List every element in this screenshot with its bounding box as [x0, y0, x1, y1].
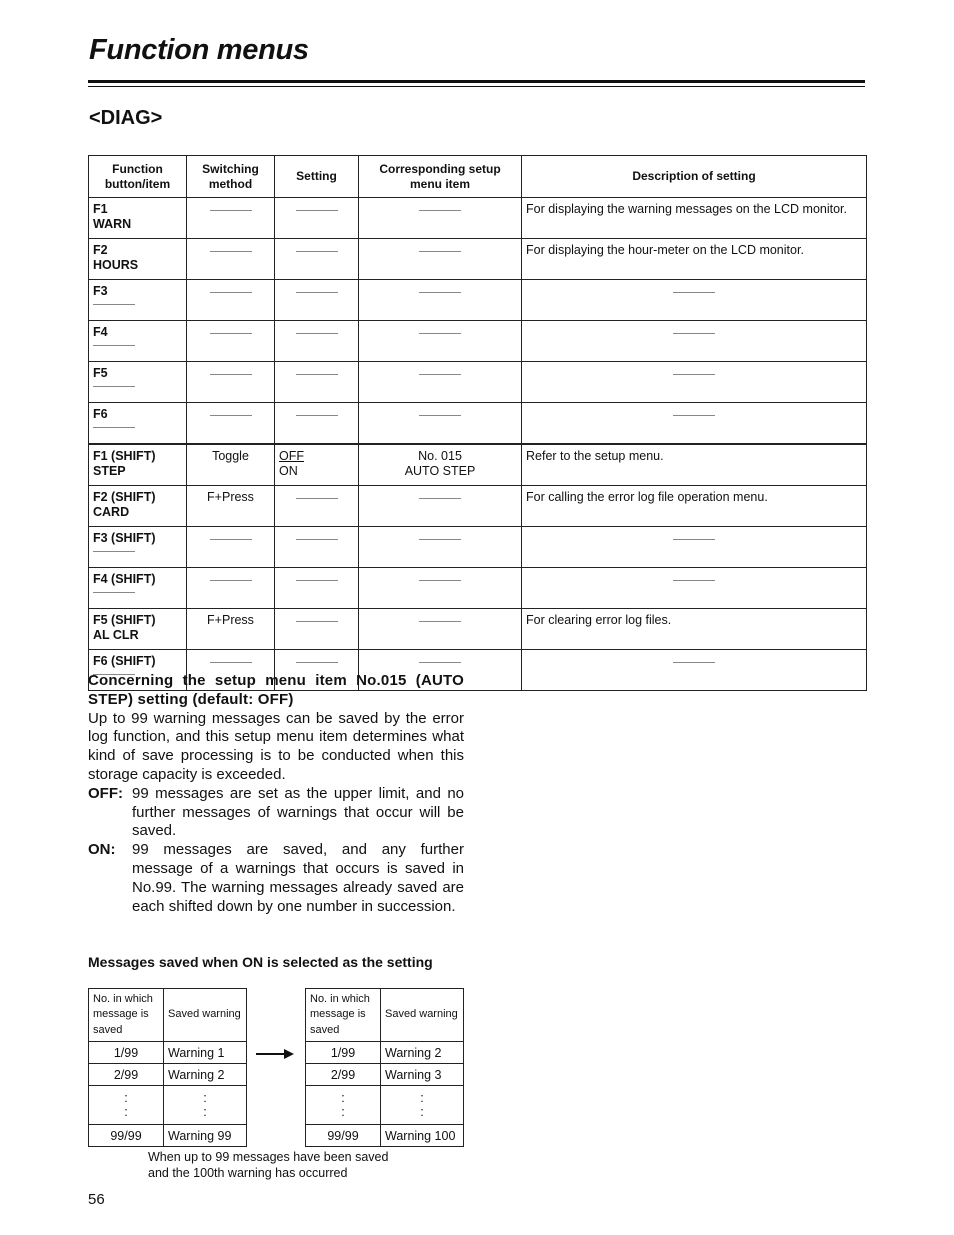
title-rule-thin: [88, 86, 865, 87]
function-item-cell: [89, 486, 187, 527]
dash-placeholder: [93, 551, 135, 552]
dash-placeholder: [419, 662, 461, 663]
setting-cell: [275, 527, 359, 568]
description-cell: For displaying the warning messages on the LCD monitor.: [522, 198, 867, 239]
mini-cell-no: 2/99: [89, 1064, 164, 1086]
table-row: [89, 609, 867, 650]
setup-item-value: AUTO STEP: [404, 464, 476, 478]
dash-placeholder: [419, 539, 461, 540]
messages-subheading: Messages saved when ON is selected as the setting: [88, 954, 433, 970]
function-name: [93, 340, 182, 355]
mini-ellipsis: : :: [164, 1086, 247, 1125]
dash-placeholder: [93, 427, 135, 428]
on-label: ON:: [88, 841, 116, 859]
function-key: F1: [93, 202, 108, 216]
setup-item-cell: [359, 609, 522, 650]
dash-placeholder: [210, 333, 252, 334]
dash-placeholder: [210, 374, 252, 375]
setup-item-cell: [359, 444, 522, 486]
function-item-cell: [89, 609, 187, 650]
mini-cell-warning: Warning 2: [164, 1064, 247, 1086]
dash-placeholder: [419, 251, 461, 252]
dash-placeholder: [673, 333, 715, 334]
setting-value: ON: [279, 464, 298, 478]
description-cell: Refer to the setup menu.: [522, 444, 867, 486]
description-cell: [522, 280, 867, 321]
page-title: Function menus: [89, 34, 309, 66]
auto-step-intro: Up to 99 warning messages can be saved by the error log function, and this setup menu item determines what kind of save processing is to be conducted when this storage capacity is exceeded.: [88, 709, 464, 783]
dash-placeholder: [296, 415, 338, 416]
mini-cell-warning: Warning 1: [164, 1042, 247, 1064]
switching-cell: [187, 527, 275, 568]
function-item-cell: [89, 321, 187, 362]
function-name: [93, 299, 182, 314]
on-text: 99 messages are saved, and any further message of a warnings that occurs is saved in No.99. The warning messages already saved are each shifted down by one number in succession.: [132, 841, 464, 915]
function-item-cell: [89, 239, 187, 280]
dash-placeholder: [296, 333, 338, 334]
function-item-cell: [89, 444, 187, 486]
mini-ellipsis: : :: [306, 1086, 381, 1125]
dash-placeholder: [210, 292, 252, 293]
function-name: [93, 587, 182, 602]
header-setup-item: Corresponding setup menu item: [359, 156, 522, 198]
dash-placeholder: [673, 580, 715, 581]
mini-table-before: [88, 988, 247, 1147]
function-item-cell: [89, 527, 187, 568]
setting-cell: [275, 198, 359, 239]
off-text: 99 messages are set as the upper limit, and no further messages of warnings that occur will be saved.: [132, 784, 464, 840]
dash-placeholder: [210, 539, 252, 540]
setup-item-cell: [359, 239, 522, 280]
function-name: WARN: [93, 217, 132, 231]
setting-cell: [275, 486, 359, 527]
mini-header-no: No. in which message is saved: [306, 989, 381, 1042]
title-rule: [88, 80, 865, 83]
function-item-cell: [89, 568, 187, 609]
table-row: [89, 527, 867, 568]
dash-placeholder: [419, 210, 461, 211]
mini-cell-warning: Warning 99: [164, 1125, 247, 1147]
dash-placeholder: [296, 210, 338, 211]
switching-cell: [187, 362, 275, 403]
description-cell: [522, 321, 867, 362]
description-cell: [522, 568, 867, 609]
mini-cell-no: 1/99: [89, 1042, 164, 1064]
dash-placeholder: [296, 621, 338, 622]
function-item-cell: [89, 198, 187, 239]
table-row: [89, 444, 867, 486]
on-definition: [88, 841, 464, 916]
function-item-cell: [89, 403, 187, 445]
function-key: F5: [93, 366, 108, 380]
table-row: [89, 362, 867, 403]
setting-cell: [275, 280, 359, 321]
function-name: [93, 422, 182, 437]
note-line: and the 100th warning has occurred: [148, 1165, 348, 1180]
description-cell: [522, 527, 867, 568]
dash-placeholder: [296, 580, 338, 581]
mini-cell-no: 99/99: [89, 1125, 164, 1147]
function-key: F5 (SHIFT): [93, 613, 156, 627]
switching-cell: F+Press: [187, 609, 275, 650]
description-cell: [522, 403, 867, 445]
dash-placeholder: [419, 374, 461, 375]
dash-placeholder: [93, 386, 135, 387]
description-cell: [522, 650, 867, 691]
table-row: [89, 280, 867, 321]
setting-cell: [275, 239, 359, 280]
function-key: F1 (SHIFT): [93, 449, 156, 463]
mini-cell-no: 2/99: [306, 1064, 381, 1086]
mini-ellipsis: : :: [381, 1086, 464, 1125]
setting-value: OFF: [279, 449, 304, 463]
switching-cell: Toggle: [187, 444, 275, 486]
header-description: Description of setting: [522, 156, 867, 198]
auto-step-heading: Concerning the setup menu item No.015 (AUTO STEP) setting (default: OFF): [88, 672, 464, 708]
mini-ellipsis: : :: [89, 1086, 164, 1125]
setting-cell: [275, 403, 359, 445]
description-cell: For displaying the hour-meter on the LCD monitor.: [522, 239, 867, 280]
function-key: F4 (SHIFT): [93, 572, 156, 586]
arrow-right-icon: [256, 1053, 292, 1055]
off-label: OFF:: [88, 784, 123, 802]
dash-placeholder: [419, 498, 461, 499]
switching-cell: [187, 239, 275, 280]
mini-header-saved: Saved warning: [381, 989, 464, 1042]
dash-placeholder: [210, 662, 252, 663]
table-row: [89, 239, 867, 280]
switching-cell: [187, 403, 275, 445]
function-key: F2 (SHIFT): [93, 490, 156, 504]
dash-placeholder: [296, 498, 338, 499]
dash-placeholder: [419, 333, 461, 334]
dash-placeholder: [210, 580, 252, 581]
dash-placeholder: [296, 662, 338, 663]
function-key: F3: [93, 284, 108, 298]
description-cell: [522, 362, 867, 403]
dash-placeholder: [673, 292, 715, 293]
note-line: When up to 99 messages have been saved: [148, 1150, 389, 1164]
dash-placeholder: [296, 539, 338, 540]
setup-item-cell: [359, 403, 522, 445]
setting-cell: [275, 609, 359, 650]
description-cell: For calling the error log file operation menu.: [522, 486, 867, 527]
dash-placeholder: [673, 539, 715, 540]
function-name: [93, 546, 182, 561]
table-row: [89, 486, 867, 527]
table-row: [89, 321, 867, 362]
dash-placeholder: [93, 304, 135, 305]
setup-item-cell: [359, 362, 522, 403]
header-setting: Setting: [275, 156, 359, 198]
dash-placeholder: [296, 374, 338, 375]
switching-cell: [187, 198, 275, 239]
dash-placeholder: [210, 210, 252, 211]
setting-cell: [275, 568, 359, 609]
section-heading: <DIAG>: [89, 107, 163, 129]
header-switching: Switching method: [187, 156, 275, 198]
function-key: F6: [93, 407, 108, 421]
mini-table-after: [305, 988, 464, 1147]
setup-item-value: No. 015: [418, 449, 462, 463]
dash-placeholder: [419, 580, 461, 581]
setup-item-cell: [359, 486, 522, 527]
function-key: F3 (SHIFT): [93, 531, 156, 545]
mini-header-saved: Saved warning: [164, 989, 247, 1042]
setting-cell: [275, 321, 359, 362]
setting-cell: [275, 362, 359, 403]
setup-item-cell: [359, 321, 522, 362]
mini-cell-warning: Warning 100: [381, 1125, 464, 1147]
switching-cell: [187, 280, 275, 321]
mini-header-no: No. in which message is saved: [89, 989, 164, 1042]
page-number: 56: [88, 1191, 105, 1208]
setup-item-cell: [359, 568, 522, 609]
switching-cell: [187, 568, 275, 609]
setup-item-cell: [359, 198, 522, 239]
dash-placeholder: [419, 621, 461, 622]
mini-cell-no: 99/99: [306, 1125, 381, 1147]
function-name: HOURS: [93, 258, 139, 272]
setup-item-cell: [359, 527, 522, 568]
mini-cell-warning: Warning 3: [381, 1064, 464, 1086]
switching-cell: F+Press: [187, 486, 275, 527]
dash-placeholder: [93, 592, 135, 593]
table-row: [89, 198, 867, 239]
function-item-cell: [89, 362, 187, 403]
dash-placeholder: [673, 415, 715, 416]
off-definition: [88, 785, 464, 841]
dash-placeholder: [210, 415, 252, 416]
function-table: [88, 155, 867, 691]
mini-table-note: [148, 1150, 388, 1181]
dash-placeholder: [419, 292, 461, 293]
dash-placeholder: [296, 251, 338, 252]
function-name: STEP: [93, 464, 126, 478]
mini-cell-no: 1/99: [306, 1042, 381, 1064]
dash-placeholder: [210, 251, 252, 252]
function-key: F4: [93, 325, 108, 339]
dash-placeholder: [673, 374, 715, 375]
switching-cell: [187, 321, 275, 362]
setup-item-cell: [359, 280, 522, 321]
function-key: F2: [93, 243, 108, 257]
table-row: [89, 568, 867, 609]
dash-placeholder: [296, 292, 338, 293]
function-key: F6 (SHIFT): [93, 654, 156, 668]
table-row: [89, 403, 867, 445]
dash-placeholder: [673, 662, 715, 663]
dash-placeholder: [419, 415, 461, 416]
function-name: AL CLR: [93, 628, 139, 642]
function-name: [93, 381, 182, 396]
table-body: [89, 198, 867, 691]
description-cell: For clearing error log files.: [522, 609, 867, 650]
mini-cell-warning: Warning 2: [381, 1042, 464, 1064]
function-name: CARD: [93, 505, 130, 519]
header-function: Function button/item: [89, 156, 187, 198]
setting-cell: [275, 444, 359, 486]
function-item-cell: [89, 280, 187, 321]
dash-placeholder: [93, 345, 135, 346]
body-text: [88, 672, 464, 916]
